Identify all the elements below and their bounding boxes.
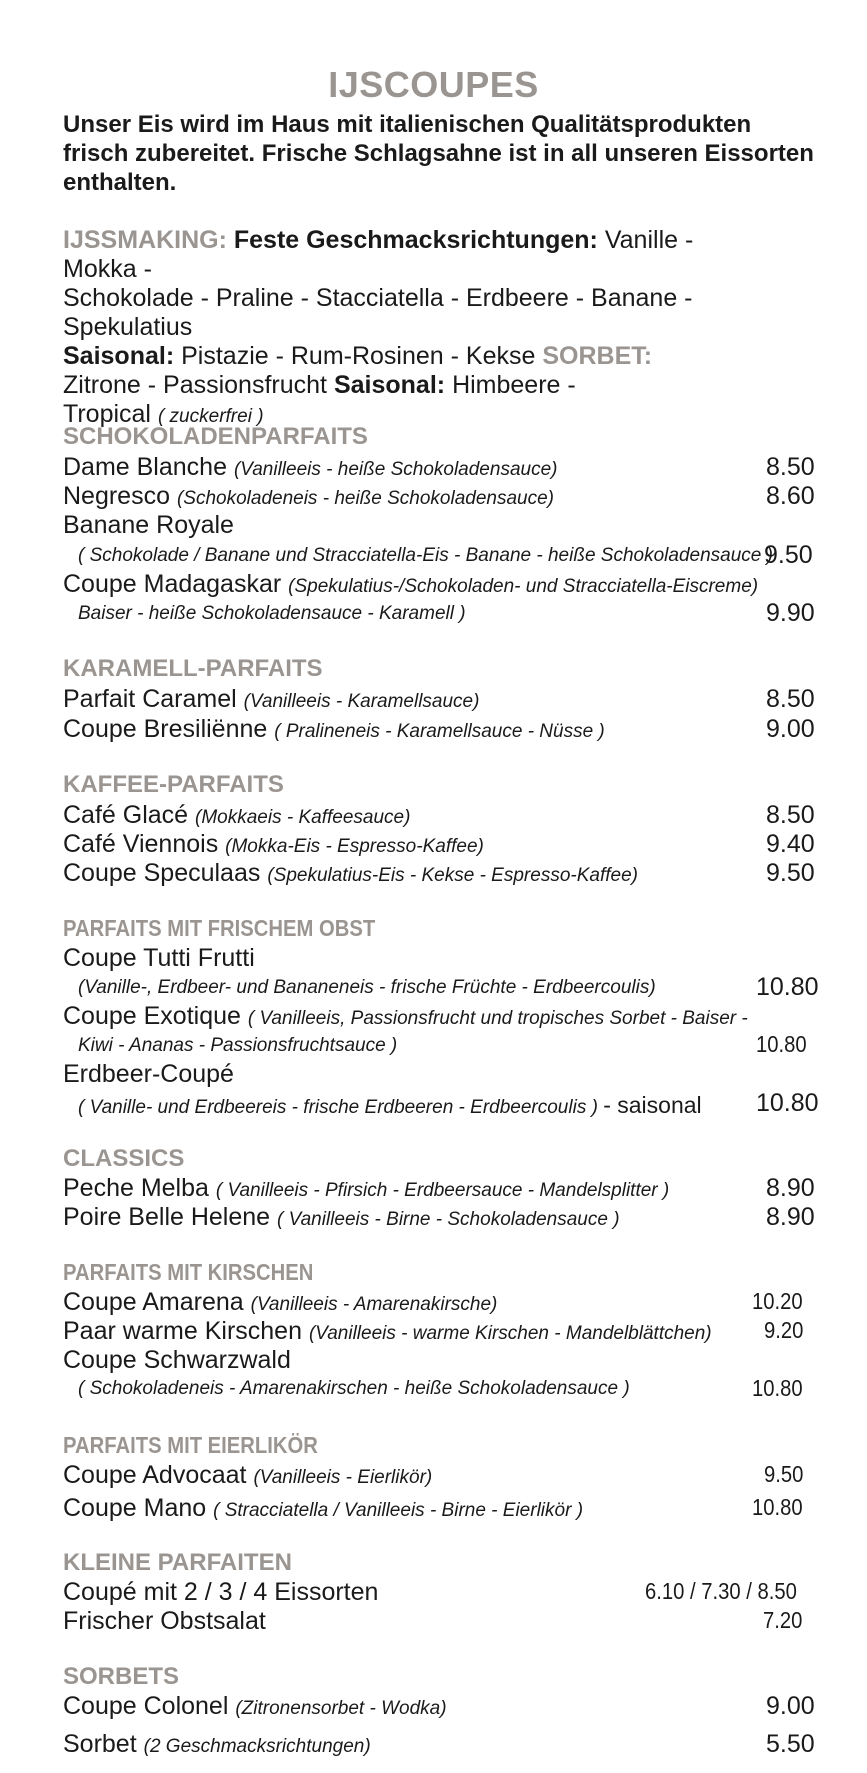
menu-item-price: 10.20 (752, 1288, 803, 1314)
menu-item-desc: (Mokka-Eis - Espresso-Kaffee) (225, 836, 484, 857)
seasonal-label: Saisonal: (63, 342, 175, 370)
menu-item-desc: ( Schokoladeneis - Amarenakirschen - heiße Schokoladensauce ) (78, 1378, 630, 1399)
menu-item-price: 8.90 (766, 1203, 815, 1231)
section-heading-karamell: KARAMELL-PARFAITS (63, 655, 323, 682)
page-title: IJSCOUPES (328, 64, 539, 105)
menu-item-desc: ( Pralineneis - Karamellsauce - Nüsse ) (274, 721, 605, 742)
sorbet-seasonal-text: Himbeere - (452, 371, 576, 399)
menu-item-desc: (2 Geschmacksrichtungen) (143, 1736, 371, 1757)
menu-item-name: Coupe Schwarzwald (63, 1346, 291, 1374)
menu-item-price: 8.90 (766, 1174, 815, 1202)
menu-item-name: Café Glacé (Mokkaeis - Kaffeesauce) (63, 801, 411, 829)
menu-item-desc: ( Vanilleeis, Passionsfrucht und tropisches Sorbet - Baiser - (247, 1008, 748, 1029)
menu-item-desc: ( Vanille- und Erdbeereis - frische Erdbeeren - Erdbeercoulis ) - saisonal (78, 1092, 702, 1118)
fixed-flavors-text: Vanille - Mokka - (63, 226, 694, 283)
section-heading-obst: PARFAITS MIT FRISCHEM OBST (63, 915, 376, 941)
sorbet-text: Zitrone - Passionsfrucht (63, 371, 327, 399)
menu-item-desc: (Schokoladeneis - heiße Schokoladensauce) (176, 488, 555, 509)
ijssmaking-label: IJSSMAKING: (63, 226, 227, 254)
section-heading-schoko: SCHOKOLADENPARFAITS (63, 423, 368, 450)
sugarfree-note: ( zuckerfrei ) (157, 406, 264, 427)
menu-item-desc: ( Vanilleeis - Pfirsich - Erdbeersauce - Mandelsplitter ) (215, 1180, 670, 1201)
menu-item-price: 8.50 (766, 801, 815, 829)
menu-item-name: Poire Belle Helene ( Vanilleeis - Birne - Schokoladensauce ) (63, 1203, 620, 1231)
menu-item-name: Peche Melba ( Vanilleeis - Pfirsich - Erdbeersauce - Mandelsplitter ) (63, 1174, 670, 1202)
menu-item-name: Parfait Caramel (Vanilleeis - Karamellsauce) (63, 685, 480, 713)
flavors-block (63, 226, 763, 431)
menu-item-price: 9.40 (766, 830, 815, 858)
menu-item-desc: (Vanilleeis - Eierlikör) (253, 1467, 433, 1488)
menu-item-name: Dame Blanche (Vanilleeis - heiße Schokoladensauce) (63, 453, 558, 481)
menu-item-name: Sorbet (2 Geschmacksrichtungen) (63, 1730, 371, 1758)
menu-item-price: 5.50 (766, 1730, 815, 1758)
menu-item-name: Café Viennois (Mokka-Eis - Espresso-Kaffee) (63, 830, 484, 858)
menu-item-desc: ( Stracciatella / Vanilleeis - Birne - Eierlikör ) (213, 1500, 584, 1521)
menu-item-price: 9.20 (764, 1317, 804, 1343)
menu-item-price: 9.50 (766, 859, 815, 887)
menu-item-price: 8.60 (766, 482, 815, 510)
menu-item-name: Coupe Advocaat (Vanilleeis - Eierlikör) (63, 1461, 433, 1489)
menu-item-name: Coupe Amarena (Vanilleeis - Amarenakirsche) (63, 1288, 498, 1316)
menu-item-name: Coupe Madagaskar (Spekulatius-/Schokoladen- und Stracciatella-Eiscreme) (63, 570, 759, 598)
seasonal-suffix: - saisonal (603, 1092, 702, 1118)
menu-item-desc: (Spekulatius-/Schokoladen- und Stracciatella-Eiscreme) (288, 576, 759, 597)
section-heading-kleine: KLEINE PARFAITEN (63, 1549, 292, 1576)
menu-item-desc: Kiwi - Ananas - Passionsfruchtsauce ) (78, 1035, 398, 1056)
menu-item-price: 6.10 / 7.30 / 8.50 (645, 1578, 797, 1604)
seasonal-text: Pistazie - Rum-Rosinen - Kekse (181, 342, 536, 370)
menu-item-name: Coupe Speculaas (Spekulatius-Eis - Kekse - Espresso-Kaffee) (63, 859, 638, 887)
menu-item-desc: ( Schokolade / Banane und Stracciatella-Eis - Banane - heiße Schokoladensauce ) (78, 545, 773, 566)
menu-item-price: 10.80 (756, 1089, 819, 1117)
menu-item-desc: (Vanilleeis - Amarenakirsche) (250, 1294, 498, 1315)
intro-text: Unser Eis wird im Haus mit italienischen Qualitätsprodukten frisch zubereitet. Frische Schlagsahne ist in all unseren Eissorten enthalten. (63, 111, 814, 196)
menu-item-desc: (Spekulatius-Eis - Kekse - Espresso-Kaffee) (267, 865, 638, 886)
fixed-flavors-text-2: Schokolade - Praline - Stacciatella - Erdbeere - Banane - (63, 284, 693, 312)
menu-item-price: 10.80 (756, 1031, 807, 1057)
menu-item-name: Coupé mit 2 / 3 / 4 Eissorten (63, 1578, 379, 1606)
menu-item-price: 8.50 (766, 685, 815, 713)
menu-item-price: 9.00 (766, 1692, 815, 1720)
menu-item-name: Coupe Bresiliënne ( Pralineneis - Karamellsauce - Nüsse ) (63, 715, 605, 743)
menu-item-desc: (Zitronensorbet - Wodka) (235, 1698, 447, 1719)
menu-item-name: Banane Royale (63, 511, 234, 539)
menu-item-name: Erdbeer-Coupé (63, 1060, 234, 1088)
menu-item-name: Coupe Mano ( Stracciatella / Vanilleeis - Birne - Eierlikör ) (63, 1494, 584, 1522)
menu-item-name: Coupe Tutti Frutti (63, 944, 255, 972)
menu-item-name: Frischer Obstsalat (63, 1607, 266, 1635)
menu-item-desc: (Vanilleeis - warme Kirschen - Mandelblättchen) (308, 1323, 712, 1344)
menu-item-price: 10.80 (756, 973, 819, 1001)
menu-item-price: 9.00 (766, 715, 815, 743)
sorbet-seasonal-label: Saisonal: (333, 371, 446, 399)
menu-item-price: 10.80 (752, 1375, 803, 1401)
menu-item-name: Negresco (Schokoladeneis - heiße Schokoladensauce) (63, 482, 555, 510)
fixed-flavors-label: Feste Geschmacksrichtungen: (233, 226, 598, 254)
section-heading-kaffee: KAFFEE-PARFAITS (63, 771, 284, 798)
menu-item-desc: Baiser - heiße Schokoladensauce - Karamell ) (78, 603, 466, 624)
menu-item-desc: (Vanille-, Erdbeer- und Bananeneis - frische Früchte - Erdbeercoulis) (78, 977, 656, 998)
section-heading-classics: CLASSICS (63, 1145, 185, 1172)
menu-item-price: 8.50 (766, 453, 815, 481)
menu-item-price: 7.20 (763, 1607, 803, 1633)
menu-item-name: Paar warme Kirschen (Vanilleeis - warme Kirschen - Mandelblättchen) (63, 1317, 712, 1345)
menu-item-name: Coupe Exotique ( Vanilleeis, Passionsfrucht und tropisches Sorbet - Baiser - (63, 1002, 748, 1030)
section-heading-eierlikoer: PARFAITS MIT EIERLIKÖR (63, 1432, 318, 1458)
menu-item-price: 9.90 (766, 599, 815, 627)
menu-item-desc: (Vanilleeis - Karamellsauce) (243, 691, 480, 712)
sorbet-label: SORBET: (542, 342, 653, 370)
menu-item-price: 9.50 (764, 1461, 804, 1487)
menu-item-name: Coupe Colonel (Zitronensorbet - Wodka) (63, 1692, 447, 1720)
section-heading-kirschen: PARFAITS MIT KIRSCHEN (63, 1259, 314, 1285)
menu-item-desc: (Vanilleeis - heiße Schokoladensauce) (233, 459, 558, 480)
fixed-flavors-text-3: Spekulatius (63, 313, 193, 341)
menu-item-desc: (Mokkaeis - Kaffeesauce) (195, 807, 411, 828)
section-heading-sorbets: SORBETS (63, 1663, 180, 1690)
menu-item-desc: ( Vanilleeis - Birne - Schokoladensauce ) (277, 1209, 620, 1230)
sorbet-seasonal-text-2: Tropical (63, 400, 151, 428)
menu-item-price: 10.80 (752, 1494, 803, 1520)
menu-item-price: 9.50 (764, 541, 813, 569)
